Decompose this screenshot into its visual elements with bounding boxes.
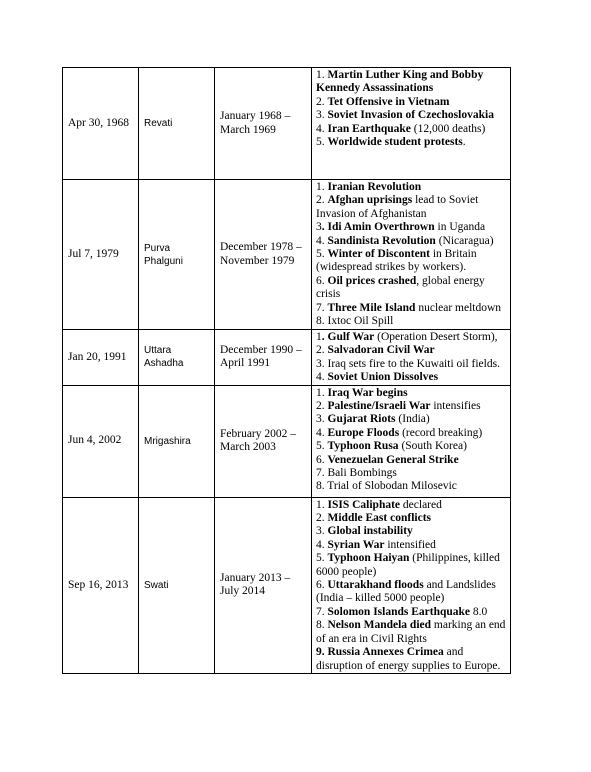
event-item xyxy=(316,235,507,248)
events-table xyxy=(62,67,511,674)
event-text: 2. xyxy=(316,344,328,357)
event-text: nuclear meltdown xyxy=(415,301,502,314)
event-item xyxy=(316,315,507,328)
event-item xyxy=(316,194,507,221)
event-text: 7. Bali Bombings xyxy=(316,467,397,480)
event-item xyxy=(316,646,507,673)
event-text: 4. xyxy=(316,122,328,135)
table-row xyxy=(63,68,511,180)
event-highlight: Martin Luther King and Bobby Kennedy Assassinations xyxy=(316,69,484,95)
event-text: 3. xyxy=(316,413,328,426)
event-text: 1. xyxy=(316,181,328,193)
event-text: lead to Soviet Invasion of Afghanistan xyxy=(316,194,479,220)
nakshatra-cell: Purva Phalguni xyxy=(139,180,215,330)
event-text: 2. xyxy=(316,512,328,525)
event-item xyxy=(316,427,507,440)
event-text: marking an end of an era in Civil Rights xyxy=(316,619,506,645)
event-text: intensifies xyxy=(430,400,481,413)
period-cell: December 1978 – November 1979 xyxy=(215,180,312,330)
event-highlight: Worldwide student protests xyxy=(327,136,463,149)
event-text: 1. xyxy=(316,386,328,399)
period-cell: December 1990 – April 1991 xyxy=(215,330,312,386)
event-item xyxy=(316,109,507,122)
event-item xyxy=(316,344,507,357)
event-text: (12,000 deaths) xyxy=(410,122,486,135)
event-text: 1 xyxy=(316,331,322,343)
period-cell: January 1968 – March 1969 xyxy=(215,68,312,180)
event-text: declared xyxy=(400,498,442,511)
event-item xyxy=(316,136,507,149)
event-highlight: Three Mile Island xyxy=(327,301,416,314)
event-text: 2. xyxy=(316,194,328,207)
event-item xyxy=(316,499,507,512)
event-text: 3 xyxy=(316,221,322,234)
event-item xyxy=(316,400,507,413)
event-text: 6. xyxy=(316,579,328,592)
event-highlight: Middle East conflicts xyxy=(327,512,431,525)
event-item xyxy=(316,454,507,467)
event-item xyxy=(316,512,507,525)
event-text: 5. xyxy=(316,440,328,453)
event-highlight: Venezuelan General Strike xyxy=(327,453,459,466)
event-item xyxy=(316,480,507,493)
events-cell xyxy=(312,68,511,180)
event-text: 6. xyxy=(316,274,328,287)
event-text: 4. xyxy=(316,234,328,247)
event-item xyxy=(316,302,507,315)
event-highlight: Iraq War begins xyxy=(327,386,408,399)
event-item xyxy=(316,248,507,275)
events-cell xyxy=(312,180,511,330)
event-item xyxy=(316,440,507,453)
event-item xyxy=(316,96,507,109)
event-text: 7. xyxy=(316,301,328,314)
events-cell xyxy=(312,385,511,497)
event-text: 8. Trial of Slobodan Milosevic xyxy=(316,480,457,493)
event-item xyxy=(316,371,507,384)
event-text: 5. xyxy=(316,552,328,565)
date-cell: Sep 16, 2013 xyxy=(63,497,139,673)
nakshatra-cell: Uttara Ashadha xyxy=(139,330,215,386)
event-highlight: ISIS Caliphate xyxy=(327,498,401,511)
event-item xyxy=(316,525,507,538)
date-cell: Jul 7, 1979 xyxy=(63,180,139,330)
table-row xyxy=(63,497,511,673)
event-text: in Uganda xyxy=(434,221,486,234)
event-highlight: Europe Floods xyxy=(327,426,400,439)
nakshatra-cell: Mrigashira xyxy=(139,385,215,497)
event-text: 2. xyxy=(316,400,328,413)
event-text: 7. xyxy=(316,605,328,618)
event-text: and disruption of energy supplies to Europe. xyxy=(316,646,501,672)
event-highlight: Syrian War xyxy=(327,538,385,551)
period-cell: January 2013 – July 2014 xyxy=(215,497,312,673)
event-item xyxy=(316,69,507,96)
event-text: (India) xyxy=(395,413,430,426)
event-highlight: . Gulf War xyxy=(321,331,375,343)
table-row xyxy=(63,385,511,497)
nakshatra-cell: Swati xyxy=(139,497,215,673)
event-text: , global energy crisis xyxy=(316,274,485,301)
event-item xyxy=(316,358,507,371)
event-text: 3. xyxy=(316,525,328,538)
event-highlight: Soviet Union Dissolves xyxy=(327,371,439,384)
event-text: 4. xyxy=(316,538,328,551)
event-highlight: . Idi Amin Overthrown xyxy=(321,221,435,234)
event-item xyxy=(316,275,507,302)
table-body xyxy=(63,68,511,674)
event-text: 3. xyxy=(316,109,328,122)
event-text: 4. xyxy=(316,371,328,384)
event-highlight: Typhoon Rusa xyxy=(327,440,399,453)
event-highlight: 9. Russia Annexes Crimea xyxy=(316,646,444,659)
event-highlight: Iranian Revolution xyxy=(327,181,422,193)
event-highlight: Oil prices crashed xyxy=(327,274,417,287)
event-text: and Landslides (India – killed 5000 people) xyxy=(316,579,496,605)
event-text: 1. xyxy=(316,498,328,511)
event-highlight: Global instability xyxy=(327,525,413,538)
event-highlight: Afghan uprisings xyxy=(327,194,413,207)
event-text: 3. Iraq sets fire to the Kuwaiti oil fields. xyxy=(316,357,500,370)
event-text: 4. xyxy=(316,426,328,439)
event-text: in Britain (widespread strikes by workers). xyxy=(316,248,477,274)
event-text: (record breaking) xyxy=(399,426,483,439)
event-item xyxy=(316,552,507,579)
event-text: (Operation Desert Storm), xyxy=(374,331,498,343)
event-highlight: Uttarakhand floods xyxy=(327,579,424,592)
event-highlight: Typhoon Haiyan xyxy=(327,552,410,565)
event-text: (Philippines, killed 6000 people) xyxy=(316,552,500,578)
table-row xyxy=(63,180,511,330)
event-highlight: Sandinista Revolution xyxy=(327,234,436,247)
event-item xyxy=(316,539,507,552)
event-text: 5. xyxy=(316,136,328,149)
event-item xyxy=(316,619,507,646)
event-highlight: Winter of Discontent xyxy=(327,248,430,261)
event-text: 8. xyxy=(316,619,328,632)
event-item xyxy=(316,221,507,234)
event-highlight: Salvadoran Civil War xyxy=(327,344,435,357)
event-text: 1. xyxy=(316,69,328,81)
event-item xyxy=(316,331,507,344)
event-highlight: Palestine/Israeli War xyxy=(327,400,431,413)
date-cell: Jun 4, 2002 xyxy=(63,385,139,497)
event-text: (South Korea) xyxy=(398,440,467,453)
event-item xyxy=(316,181,507,194)
event-text: 8. Ixtoc Oil Spill xyxy=(316,315,394,328)
event-text: 5. xyxy=(316,248,328,261)
event-text: . xyxy=(462,136,466,149)
event-highlight: Solomon Islands Earthquake xyxy=(327,605,471,618)
event-highlight: Gujarat Riots xyxy=(327,413,396,426)
event-text: 6. xyxy=(316,453,328,466)
period-cell: February 2002 – March 2003 xyxy=(215,385,312,497)
event-item xyxy=(316,467,507,480)
event-text: (Nicaragua) xyxy=(435,234,494,247)
date-cell: Apr 30, 1968 xyxy=(63,68,139,180)
event-highlight: Nelson Mandela died xyxy=(327,619,432,632)
nakshatra-cell: Revati xyxy=(139,68,215,180)
table-row xyxy=(63,330,511,386)
event-item xyxy=(316,123,507,136)
events-cell xyxy=(312,497,511,673)
event-item xyxy=(316,387,507,400)
event-item xyxy=(316,413,507,426)
event-text: 8.0 xyxy=(470,605,488,618)
event-highlight: Iran Earthquake xyxy=(327,122,411,135)
event-item xyxy=(316,579,507,606)
event-highlight: Tet Offensive in Vietnam xyxy=(327,95,450,108)
events-cell xyxy=(312,330,511,386)
event-text: intensified xyxy=(384,538,436,551)
date-cell: Jan 20, 1991 xyxy=(63,330,139,386)
event-text: 2. xyxy=(316,95,328,108)
event-item xyxy=(316,606,507,619)
event-highlight: Soviet Invasion of Czechoslovakia xyxy=(327,109,494,122)
